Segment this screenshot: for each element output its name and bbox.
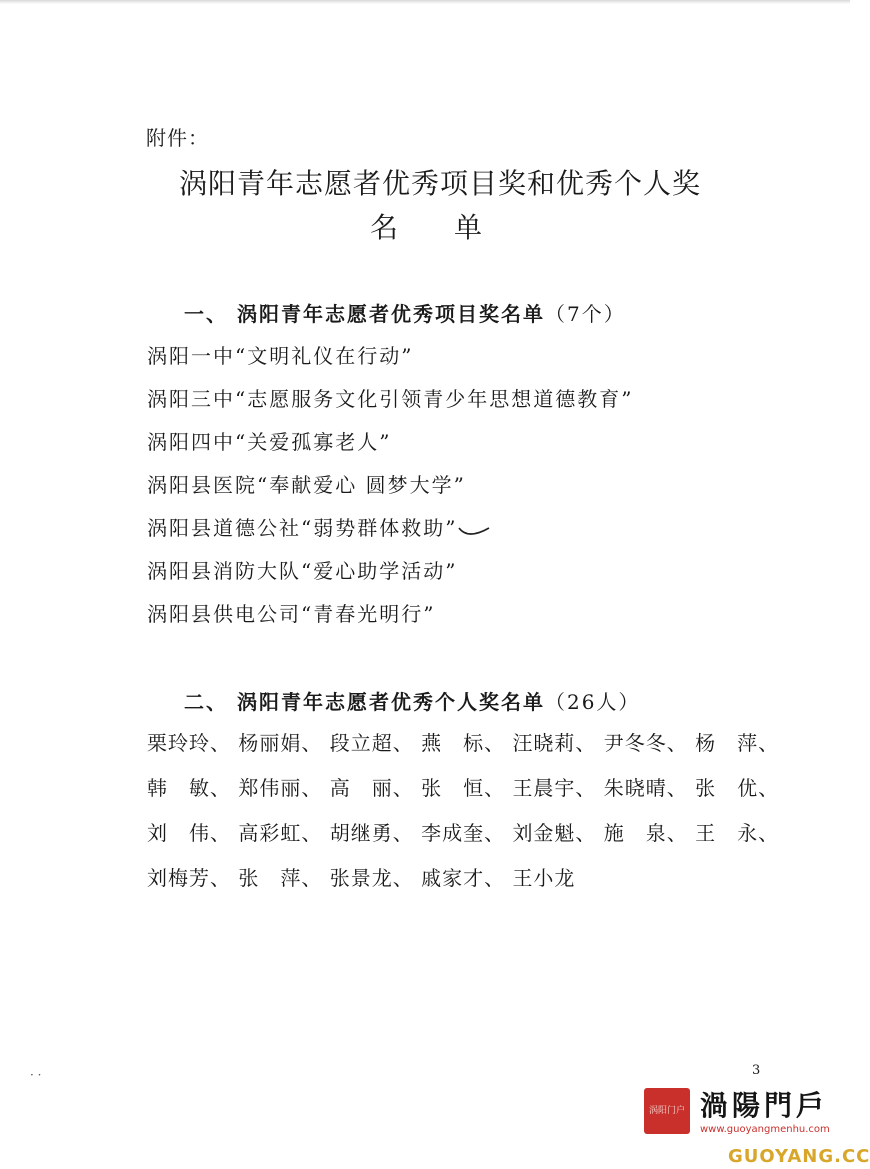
person-name: 张 萍、 bbox=[238, 866, 323, 890]
section1-heading bbox=[184, 298, 626, 327]
person-name: 李成奎、 bbox=[421, 821, 506, 845]
person-name: 高 丽、 bbox=[329, 776, 414, 800]
person-name: 戚家才、 bbox=[421, 866, 506, 890]
section2-heading bbox=[184, 686, 640, 715]
names-row bbox=[147, 728, 787, 773]
person-name: 高彩虹、 bbox=[238, 821, 323, 845]
section1-count: （7个） bbox=[544, 302, 626, 326]
person-name: 施 泉、 bbox=[603, 821, 688, 845]
person-name: 杨丽娟、 bbox=[238, 731, 323, 755]
pen-stroke-mark bbox=[457, 522, 491, 538]
scan-edge bbox=[0, 0, 850, 4]
person-name: 胡继勇、 bbox=[329, 821, 414, 845]
person-name: 汪晓莉、 bbox=[512, 731, 597, 755]
person-name: 张 优、 bbox=[695, 776, 780, 800]
project-item: 涡阳四中“关爱孤寡老人” bbox=[147, 430, 392, 454]
names-row bbox=[147, 863, 787, 908]
document-title: 涡阳青年志愿者优秀项目奖和优秀个人奖 bbox=[178, 167, 701, 200]
scan-artifact-dots: · · bbox=[30, 1068, 42, 1082]
section1-heading-text: 一、 涡阳青年志愿者优秀项目奖名单 bbox=[184, 302, 545, 326]
individual-award-names bbox=[147, 728, 787, 908]
section2-count: （26人） bbox=[544, 690, 641, 714]
corner-watermark: GUOYANG.CC bbox=[728, 1146, 870, 1167]
person-name: 王小龙 bbox=[512, 866, 576, 890]
person-name: 燕 标、 bbox=[421, 731, 506, 755]
person-name: 韩 敏、 bbox=[147, 776, 231, 800]
person-name: 张景龙、 bbox=[329, 866, 414, 890]
project-item: 涡阳县道德公社“弱势群体救助” bbox=[147, 516, 458, 540]
document-subtitle: 名单 bbox=[369, 211, 538, 244]
project-award-list bbox=[147, 341, 633, 642]
section2-heading-text: 二、 涡阳青年志愿者优秀个人奖名单 bbox=[184, 690, 545, 714]
person-name: 杨 萍、 bbox=[695, 731, 780, 755]
project-item-with-mark bbox=[147, 513, 633, 556]
project-item: 涡阳县供电公司“青春光明行” bbox=[147, 602, 436, 626]
site-watermark bbox=[644, 1084, 844, 1144]
seal-stamp: 涡阳门户 bbox=[644, 1088, 690, 1134]
project-item: 涡阳一中“文明礼仪在行动” bbox=[147, 344, 414, 368]
person-name: 朱晓晴、 bbox=[603, 776, 688, 800]
person-name: 王晨宇、 bbox=[512, 776, 597, 800]
person-name: 刘梅芳、 bbox=[147, 866, 231, 890]
person-name: 段立超、 bbox=[329, 731, 414, 755]
watermark-brand: 渦陽門戶 bbox=[700, 1089, 829, 1122]
project-item: 涡阳县消防大队“爱心助学活动” bbox=[147, 559, 458, 583]
names-row bbox=[147, 818, 787, 863]
person-name: 刘金魁、 bbox=[512, 821, 597, 845]
person-name: 郑伟丽、 bbox=[238, 776, 323, 800]
project-item: 涡阳三中“志愿服务文化引领青少年思想道德教育” bbox=[147, 387, 634, 411]
watermark-url: www.guoyangmenhu.com bbox=[700, 1124, 830, 1135]
person-name: 尹冬冬、 bbox=[603, 731, 688, 755]
page-number: 3 bbox=[752, 1063, 761, 1078]
person-name: 栗玲玲、 bbox=[147, 731, 231, 755]
names-row bbox=[147, 773, 787, 818]
person-name: 张 恒、 bbox=[421, 776, 506, 800]
attachment-label: 附件： bbox=[146, 126, 209, 150]
person-name: 刘 伟、 bbox=[147, 821, 231, 845]
person-name: 王 永、 bbox=[695, 821, 780, 845]
project-item: 涡阳县医院“奉献爱心 圆梦大学” bbox=[147, 473, 466, 497]
